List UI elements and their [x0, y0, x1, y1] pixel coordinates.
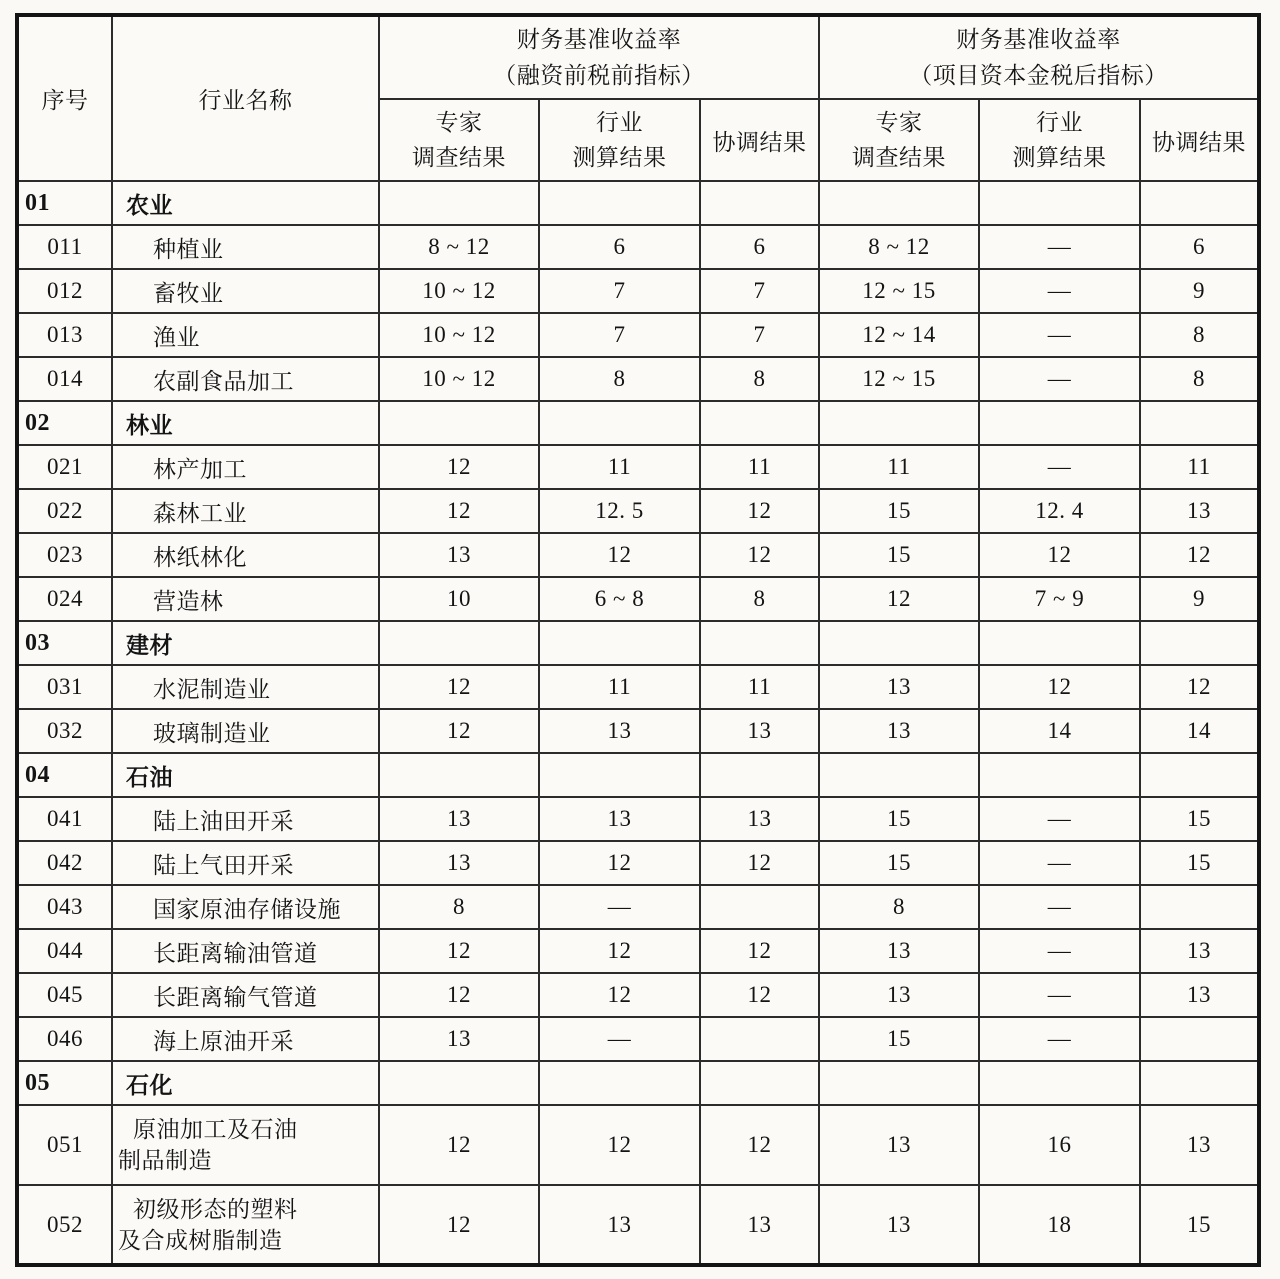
cell-value: 13	[1140, 929, 1259, 973]
cell-code: 032	[17, 709, 112, 753]
cell-value: 13	[379, 533, 539, 577]
cell-value: 12	[379, 665, 539, 709]
cell-value	[700, 401, 819, 445]
cell-value: 13	[1140, 973, 1259, 1017]
cell-value: 16	[979, 1105, 1140, 1185]
cell-value: 13	[1140, 489, 1259, 533]
cell-value	[700, 181, 819, 225]
cell-industry-name: 长距离输油管道	[112, 929, 379, 973]
cell-value	[1140, 1061, 1259, 1105]
cell-value: —	[979, 445, 1140, 489]
cell-value: 11	[539, 665, 700, 709]
table-row-section	[17, 1061, 1259, 1105]
cell-value: 15	[1140, 1185, 1259, 1265]
cell-value: 12	[700, 841, 819, 885]
cell-value: 8	[1140, 357, 1259, 401]
cell-value: 12	[539, 973, 700, 1017]
cell-value: 12	[379, 709, 539, 753]
cell-value: —	[539, 885, 700, 929]
subheader-expert-survey-2: 专家 调查结果	[819, 99, 979, 181]
cell-value	[979, 181, 1140, 225]
cell-code: 05	[17, 1061, 112, 1105]
cell-value: 13	[819, 1105, 979, 1185]
cell-code: 01	[17, 181, 112, 225]
cell-value: —	[979, 929, 1140, 973]
cell-value: 8 ~ 12	[379, 225, 539, 269]
cell-value: 7	[539, 313, 700, 357]
cell-value: 13	[539, 1185, 700, 1265]
cell-value: 6	[539, 225, 700, 269]
cell-value: 15	[819, 533, 979, 577]
cell-value: 11	[539, 445, 700, 489]
cell-value: —	[979, 225, 1140, 269]
subheader-expert-survey-1: 专家 调查结果	[379, 99, 539, 181]
cell-value: 18	[979, 1185, 1140, 1265]
cell-code: 02	[17, 401, 112, 445]
cell-value	[700, 1017, 819, 1061]
table-row	[17, 225, 1259, 269]
cell-value: 14	[979, 709, 1140, 753]
cell-value	[700, 1061, 819, 1105]
group2-subtitle: （项目资本金税后指标）	[909, 62, 1168, 88]
table-row	[17, 665, 1259, 709]
cell-value: 12	[539, 533, 700, 577]
group1-subtitle: （融资前税前指标）	[493, 62, 705, 88]
cell-industry-name: 农业	[112, 181, 379, 225]
cell-value: 12	[539, 929, 700, 973]
cell-industry-name: 林纸林化	[112, 533, 379, 577]
cell-industry-name: 初级形态的塑料 及合成树脂制造	[112, 1185, 379, 1265]
cell-value	[539, 1061, 700, 1105]
cell-code: 052	[17, 1185, 112, 1265]
cell-value: 15	[819, 797, 979, 841]
cell-value	[1140, 621, 1259, 665]
cell-code: 024	[17, 577, 112, 621]
cell-code: 013	[17, 313, 112, 357]
cell-value: —	[979, 885, 1140, 929]
cell-value: 13	[819, 1185, 979, 1265]
cell-value: 12	[1140, 665, 1259, 709]
cell-value: 12	[379, 489, 539, 533]
cell-value: 12	[539, 841, 700, 885]
cell-industry-name: 陆上气田开采	[112, 841, 379, 885]
cell-value: 12 ~ 15	[819, 357, 979, 401]
cell-value	[539, 753, 700, 797]
table-row	[17, 445, 1259, 489]
cell-value: 7 ~ 9	[979, 577, 1140, 621]
subheader-coordinated-result-2: 协调结果	[1140, 99, 1259, 181]
cell-value: 10	[379, 577, 539, 621]
cell-value: 13	[379, 797, 539, 841]
cell-value	[819, 621, 979, 665]
subheader-industry-estimate-2: 行业 测算结果	[979, 99, 1140, 181]
cell-value	[700, 621, 819, 665]
cell-value: 15	[819, 489, 979, 533]
table-row	[17, 797, 1259, 841]
cell-industry-name: 陆上油田开采	[112, 797, 379, 841]
cell-code: 045	[17, 973, 112, 1017]
cell-value: 13	[819, 929, 979, 973]
group2-title: 财务基准收益率	[956, 26, 1121, 52]
cell-industry-name: 畜牧业	[112, 269, 379, 313]
cell-value	[979, 621, 1140, 665]
cell-value: 11	[1140, 445, 1259, 489]
cell-value: 15	[1140, 797, 1259, 841]
cell-value: 9	[1140, 269, 1259, 313]
cell-code: 043	[17, 885, 112, 929]
header-serial-number: 序号	[17, 15, 112, 181]
cell-value: 12	[379, 929, 539, 973]
cell-value: 12	[379, 445, 539, 489]
cell-value: 6	[700, 225, 819, 269]
cell-code: 044	[17, 929, 112, 973]
cell-value: 8	[539, 357, 700, 401]
cell-value: 12	[700, 929, 819, 973]
cell-value: 7	[700, 313, 819, 357]
subheader-coordinated-result-1: 协调结果	[700, 99, 819, 181]
cell-code: 012	[17, 269, 112, 313]
cell-value: 10 ~ 12	[379, 313, 539, 357]
cell-value	[1140, 753, 1259, 797]
cell-value: 13	[379, 841, 539, 885]
cell-value	[539, 401, 700, 445]
cell-value: 15	[1140, 841, 1259, 885]
cell-value	[379, 401, 539, 445]
cell-value: 12. 5	[539, 489, 700, 533]
table-row-section	[17, 181, 1259, 225]
cell-value: 13	[539, 797, 700, 841]
cell-value: 12	[539, 1105, 700, 1185]
cell-value: 9	[1140, 577, 1259, 621]
cell-industry-name: 森林工业	[112, 489, 379, 533]
cell-value	[379, 1061, 539, 1105]
cell-value	[700, 885, 819, 929]
cell-value: —	[979, 973, 1140, 1017]
cell-code: 023	[17, 533, 112, 577]
table-row-section	[17, 753, 1259, 797]
cell-value: 14	[1140, 709, 1259, 753]
benchmark-rate-table	[15, 13, 1261, 1267]
cell-value	[979, 753, 1140, 797]
cell-value: 11	[700, 445, 819, 489]
cell-value	[1140, 181, 1259, 225]
cell-value	[819, 181, 979, 225]
cell-value: 13	[1140, 1105, 1259, 1185]
cell-industry-name: 林产加工	[112, 445, 379, 489]
cell-value: —	[979, 313, 1140, 357]
table-row	[17, 841, 1259, 885]
cell-value: 12	[700, 533, 819, 577]
cell-value: 7	[700, 269, 819, 313]
cell-value: 12	[819, 577, 979, 621]
cell-industry-name: 海上原油开采	[112, 1017, 379, 1061]
cell-value: 15	[819, 1017, 979, 1061]
table-row	[17, 313, 1259, 357]
cell-value: 8	[700, 357, 819, 401]
cell-value: 13	[700, 709, 819, 753]
cell-code: 042	[17, 841, 112, 885]
header-industry-name: 行业名称	[112, 15, 379, 181]
cell-value	[379, 621, 539, 665]
table-row-section	[17, 621, 1259, 665]
cell-value: 11	[700, 665, 819, 709]
cell-value: 13	[819, 709, 979, 753]
cell-value: 13	[379, 1017, 539, 1061]
cell-value	[979, 401, 1140, 445]
cell-value: —	[539, 1017, 700, 1061]
cell-value: 13	[819, 665, 979, 709]
cell-value: 6	[1140, 225, 1259, 269]
cell-value: 8	[379, 885, 539, 929]
cell-value: 12	[979, 665, 1140, 709]
cell-code: 021	[17, 445, 112, 489]
cell-industry-name: 营造林	[112, 577, 379, 621]
cell-value: —	[979, 841, 1140, 885]
cell-value	[700, 753, 819, 797]
cell-value: 6 ~ 8	[539, 577, 700, 621]
cell-value: 15	[819, 841, 979, 885]
cell-value	[1140, 885, 1259, 929]
table-row	[17, 929, 1259, 973]
cell-code: 03	[17, 621, 112, 665]
table-row	[17, 577, 1259, 621]
cell-value: 12	[379, 973, 539, 1017]
cell-industry-name: 水泥制造业	[112, 665, 379, 709]
group1-title: 财务基准收益率	[516, 26, 682, 52]
table-row-section	[17, 401, 1259, 445]
cell-value: 13	[700, 797, 819, 841]
cell-value	[1140, 401, 1259, 445]
cell-value: 11	[819, 445, 979, 489]
cell-value	[379, 181, 539, 225]
table-row	[17, 489, 1259, 533]
subheader-industry-estimate-1: 行业 测算结果	[539, 99, 700, 181]
cell-value: 12	[700, 489, 819, 533]
cell-value: 7	[539, 269, 700, 313]
cell-code: 014	[17, 357, 112, 401]
cell-code: 041	[17, 797, 112, 841]
table-row	[17, 1105, 1259, 1185]
cell-value: —	[979, 357, 1140, 401]
header-group-capital-after-tax	[819, 15, 1259, 99]
table-row	[17, 709, 1259, 753]
cell-value	[979, 1061, 1140, 1105]
cell-value: 12	[1140, 533, 1259, 577]
cell-industry-name: 渔业	[112, 313, 379, 357]
table-row	[17, 885, 1259, 929]
cell-value: 13	[539, 709, 700, 753]
cell-industry-name: 种植业	[112, 225, 379, 269]
cell-industry-name: 林业	[112, 401, 379, 445]
cell-industry-name: 国家原油存储设施	[112, 885, 379, 929]
table-row	[17, 973, 1259, 1017]
table-row	[17, 1185, 1259, 1265]
cell-value: 13	[819, 973, 979, 1017]
cell-value: 12	[379, 1105, 539, 1185]
cell-code: 046	[17, 1017, 112, 1061]
cell-value	[819, 1061, 979, 1105]
cell-code: 04	[17, 753, 112, 797]
cell-industry-name: 建材	[112, 621, 379, 665]
cell-value: 8	[819, 885, 979, 929]
cell-value: 8 ~ 12	[819, 225, 979, 269]
cell-value: 8	[700, 577, 819, 621]
cell-code: 051	[17, 1105, 112, 1185]
cell-code: 011	[17, 225, 112, 269]
table-row	[17, 533, 1259, 577]
cell-value	[539, 621, 700, 665]
cell-industry-name: 玻璃制造业	[112, 709, 379, 753]
cell-value	[539, 181, 700, 225]
cell-industry-name: 长距离输气管道	[112, 973, 379, 1017]
cell-value: 12	[700, 1105, 819, 1185]
cell-code: 031	[17, 665, 112, 709]
cell-value: —	[979, 269, 1140, 313]
table-row	[17, 269, 1259, 313]
cell-value: 13	[700, 1185, 819, 1265]
cell-value: 12 ~ 15	[819, 269, 979, 313]
table-row	[17, 357, 1259, 401]
table-row	[17, 1017, 1259, 1061]
cell-value	[379, 753, 539, 797]
cell-value: 12 ~ 14	[819, 313, 979, 357]
cell-value: —	[979, 797, 1140, 841]
cell-value: 8	[1140, 313, 1259, 357]
cell-code: 022	[17, 489, 112, 533]
cell-value	[819, 401, 979, 445]
cell-value: 12	[379, 1185, 539, 1265]
cell-value: 12	[979, 533, 1140, 577]
cell-value	[1140, 1017, 1259, 1061]
cell-value: 10 ~ 12	[379, 357, 539, 401]
cell-value: —	[979, 1017, 1140, 1061]
cell-industry-name: 石油	[112, 753, 379, 797]
cell-value: 12	[700, 973, 819, 1017]
cell-industry-name: 石化	[112, 1061, 379, 1105]
cell-value	[819, 753, 979, 797]
cell-value: 12. 4	[979, 489, 1140, 533]
cell-value: 10 ~ 12	[379, 269, 539, 313]
cell-industry-name: 农副食品加工	[112, 357, 379, 401]
cell-industry-name: 原油加工及石油 制品制造	[112, 1105, 379, 1185]
header-group-pre-financing-pre-tax	[379, 15, 819, 99]
